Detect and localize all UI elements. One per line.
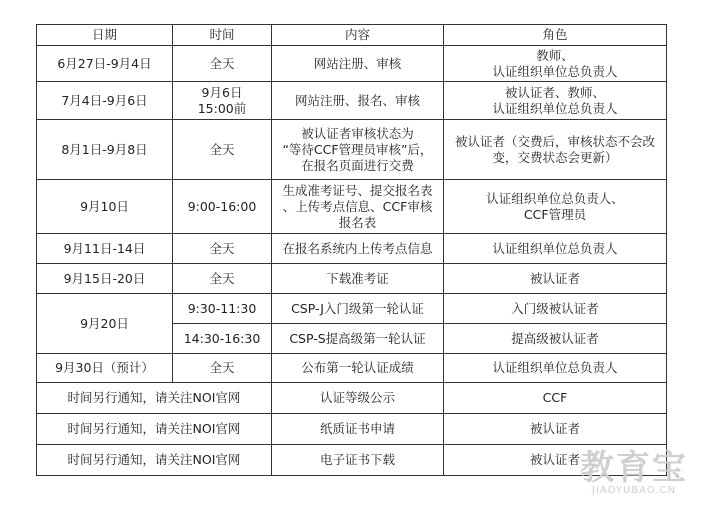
time-cell: 全天 xyxy=(173,264,272,294)
time-cell: 9:30-11:30 xyxy=(173,294,272,324)
header-content: 内容 xyxy=(272,25,444,46)
date-cell: 9月10日 xyxy=(37,180,173,234)
content-cell: 生成准考证号、提交报名表 、上传考点信息、CCF审核 报名表 xyxy=(272,180,444,234)
date-time-cell: 时间另行通知，请关注NOI官网 xyxy=(37,414,272,445)
schedule-table xyxy=(36,24,667,476)
time-cell: 全天 xyxy=(173,354,272,383)
date-cell: 8月1日-9月8日 xyxy=(37,120,173,180)
role-cell: 认证组织单位总负责人 xyxy=(444,234,667,264)
table-row xyxy=(37,294,667,324)
content-cell: 电子证书下载 xyxy=(272,445,444,476)
time-cell: 14:30-16:30 xyxy=(173,324,272,354)
content-cell: 网站注册、报名、审核 xyxy=(272,82,444,120)
content-cell: 公布第一轮认证成绩 xyxy=(272,354,444,383)
role-cell: 被认证者（交费后，审核状态不会改 变，交费状态会更新） xyxy=(444,120,667,180)
role-cell: 被认证者 xyxy=(444,414,667,445)
role-cell: CCF xyxy=(444,383,667,414)
header-time: 时间 xyxy=(173,25,272,46)
watermark-sub: JIAOYUBAO.CN xyxy=(592,485,676,496)
header-date: 日期 xyxy=(37,25,173,46)
table-row xyxy=(37,46,667,82)
role-cell: 被认证者 xyxy=(444,445,667,476)
time-cell: 全天 xyxy=(173,46,272,82)
role-cell: 提高级被认证者 xyxy=(444,324,667,354)
watermark-logo xyxy=(580,448,688,497)
table-row xyxy=(37,414,667,445)
content-cell: 在报名系统内上传考点信息 xyxy=(272,234,444,264)
time-cell: 全天 xyxy=(173,120,272,180)
date-time-cell: 时间另行通知，请关注NOI官网 xyxy=(37,383,272,414)
table-row xyxy=(37,264,667,294)
table-row xyxy=(37,354,667,383)
role-cell: 被认证者、教师、 认证组织单位总负责人 xyxy=(444,82,667,120)
table-row xyxy=(37,82,667,120)
content-cell: 下载准考证 xyxy=(272,264,444,294)
table-row xyxy=(37,180,667,234)
time-cell: 9:00-16:00 xyxy=(173,180,272,234)
time-cell: 全天 xyxy=(173,234,272,264)
content-cell: 网站注册、审核 xyxy=(272,46,444,82)
date-cell: 9月30日（预计） xyxy=(37,354,173,383)
role-cell: 认证组织单位总负责人 xyxy=(444,354,667,383)
table-row xyxy=(37,120,667,180)
role-cell: 教师、 认证组织单位总负责人 xyxy=(444,46,667,82)
time-cell: 9月6日 15:00前 xyxy=(173,82,272,120)
table-row xyxy=(37,383,667,414)
content-cell: CSP-S提高级第一轮认证 xyxy=(272,324,444,354)
date-cell: 9月15日-20日 xyxy=(37,264,173,294)
content-cell: 纸质证书申请 xyxy=(272,414,444,445)
role-cell: 入门级被认证者 xyxy=(444,294,667,324)
table-row xyxy=(37,445,667,476)
date-cell: 6月27日-9月4日 xyxy=(37,46,173,82)
content-cell: 被认证者审核状态为 “等待CCF管理员审核”后， 在报名页面进行交费 xyxy=(272,120,444,180)
watermark-main: 教育宝 xyxy=(580,448,688,488)
header-role: 角色 xyxy=(444,25,667,46)
date-cell: 9月20日 xyxy=(37,294,173,354)
content-cell: 认证等级公示 xyxy=(272,383,444,414)
role-cell: 被认证者 xyxy=(444,264,667,294)
date-cell: 9月11日-14日 xyxy=(37,234,173,264)
date-time-cell: 时间另行通知，请关注NOI官网 xyxy=(37,445,272,476)
table-row xyxy=(37,234,667,264)
role-cell: 认证组织单位总负责人、 CCF管理员 xyxy=(444,180,667,234)
date-cell: 7月4日-9月6日 xyxy=(37,82,173,120)
header-row xyxy=(37,25,667,46)
content-cell: CSP-J入门级第一轮认证 xyxy=(272,294,444,324)
